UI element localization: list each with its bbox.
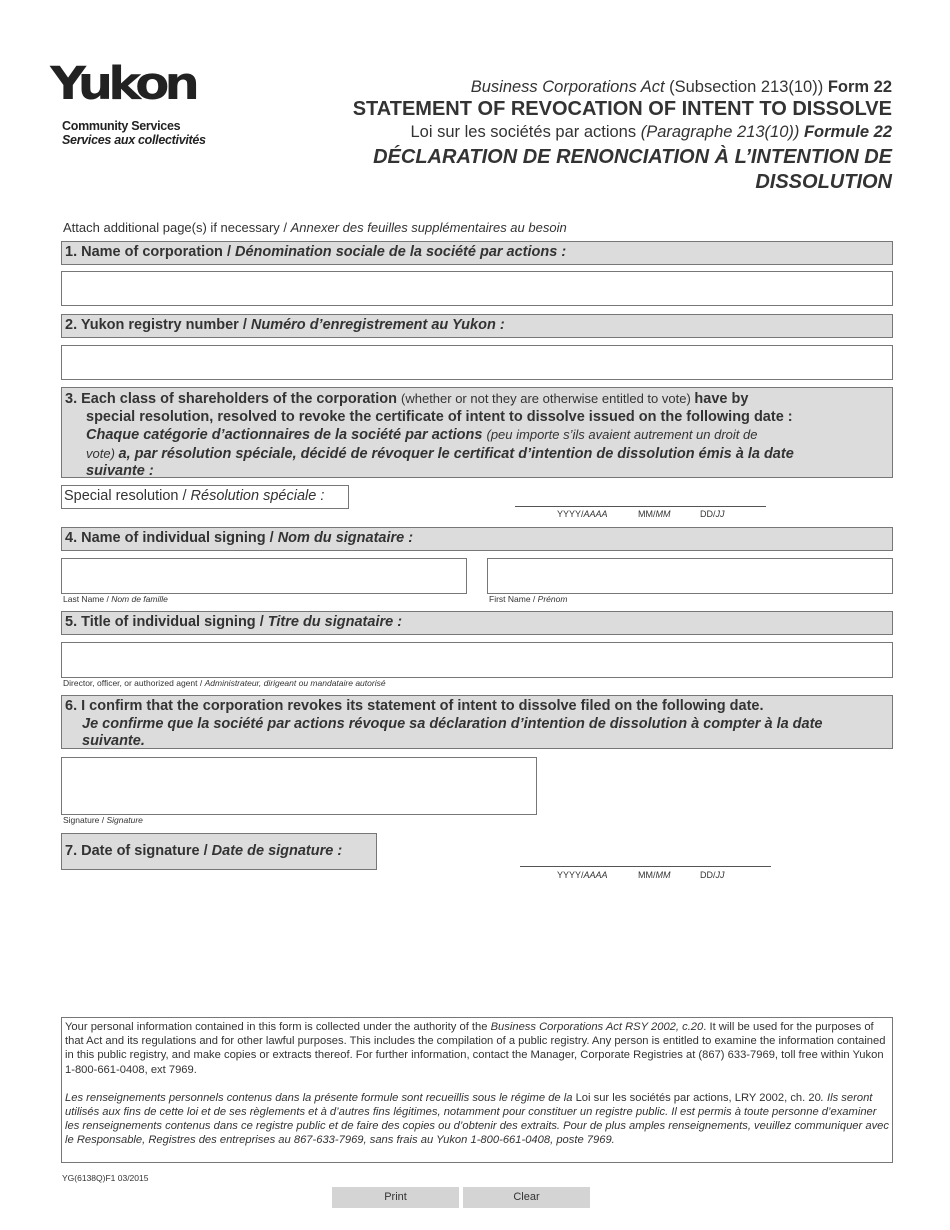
clear-button[interactable]: Clear	[463, 1187, 590, 1208]
section-7-header	[61, 833, 377, 870]
yyyy: YYYY/	[557, 509, 584, 519]
privacy-en2: . It will be used for the purposes of that Act and its regulations and for other lawful purposes. This includes the compilation of a public registry. Any person is entitled to examine the information contained in this public registry, and make copies or extracts thereof. For further information, contact the Manager, Corporate Registries at (867) 633-7969, toll free within Yukon 1-800-661-0408, ext 7969.	[65, 1021, 886, 1076]
section-1-header	[61, 241, 893, 265]
privacy-fr-act: Loi sur les sociétés par actions, LRY 2002, ch. 20	[575, 1091, 821, 1104]
signer-title-caption	[63, 678, 386, 688]
s3-l3a: Chaque catégorie d’actionnaires de la société par actions	[86, 427, 487, 443]
yukon-logo	[50, 56, 220, 151]
resolution-date-year-caption	[557, 509, 608, 519]
s3-line5: suivante :	[86, 463, 154, 479]
privacy-en-act: Business Corporations Act RSY 2002, c.20	[490, 1021, 704, 1033]
s2-label-fr: Numéro d’enregistrement au Yukon :	[250, 317, 505, 333]
act-name-fr: Loi sur les sociétés par actions	[410, 123, 641, 141]
yyyy-2: YYYY/	[557, 870, 584, 880]
section-2-header	[61, 314, 893, 338]
resolution-date-line[interactable]	[515, 506, 766, 507]
first-name-caption	[489, 594, 567, 604]
privacy-en1: Your personal information contained in this form is collected under the authority of the	[65, 1021, 491, 1033]
s4-label-fr: Nom du signataire :	[277, 530, 414, 546]
form-number-fr: Formule 22	[803, 123, 892, 141]
print-button[interactable]: Print	[332, 1187, 459, 1208]
page-title-french	[373, 145, 892, 195]
s3-l4b: a, par résolution spéciale, décidé de révoquer le certificat d’intention de dissolution émis à la date	[118, 445, 794, 462]
last-name-en: Last Name /	[63, 594, 112, 604]
signature-caption	[63, 815, 143, 825]
s6-line3: suivante.	[82, 733, 145, 749]
attach-en: Attach additional page(s) if necessary /	[63, 220, 291, 235]
special-resolution-label	[61, 485, 349, 509]
logo-line-french: Services aux collectivités	[62, 133, 206, 147]
attach-note	[63, 220, 567, 235]
title-fr-line2: DISSOLUTION	[755, 171, 892, 193]
subsection-fr: (Paragraphe 213(10))	[640, 123, 804, 141]
last-name-caption	[63, 594, 168, 604]
header-act-french	[411, 123, 893, 142]
registry-number-input[interactable]	[61, 345, 893, 380]
jj-2: JJ	[715, 870, 725, 880]
last-name-fr: Nom de famille	[111, 594, 168, 604]
aaaa: AAAA	[583, 509, 608, 519]
first-name-fr: Prénom	[537, 594, 568, 604]
privacy-notice	[61, 1017, 893, 1163]
mm-2: MM/	[638, 870, 656, 880]
s6-line1: 6. I confirm that the corporation revokes its statement of intent to dissolve filed on the following date.	[65, 698, 764, 714]
s3-l3b: (peu importe s’ils avaient autrement un droit de	[486, 427, 758, 442]
signature-date-line[interactable]	[520, 866, 771, 867]
s3-line4	[65, 445, 892, 464]
signature-en: Signature /	[63, 815, 107, 825]
signature-date-day-caption	[700, 870, 725, 880]
resolution-date-month-caption	[638, 509, 671, 519]
title-fr-line1: DÉCLARATION DE RENONCIATION À L’INTENTION DE	[373, 146, 892, 168]
signature-date-year-caption	[557, 870, 608, 880]
section-4-header	[61, 527, 893, 551]
section-5-header	[61, 611, 893, 635]
last-name-input[interactable]	[61, 558, 467, 594]
aaaa-2: AAAA	[583, 870, 608, 880]
s3-l1b: (whether or not they are otherwise entitled to vote)	[401, 391, 695, 406]
s1-label-en: 1. Name of corporation /	[65, 244, 235, 260]
page-title-english: STATEMENT OF REVOCATION OF INTENT TO DISSOLVE	[352, 98, 892, 120]
dd: DD/	[700, 509, 716, 519]
s3-l4a: vote)	[86, 445, 119, 461]
s7-label-fr: Date de signature :	[211, 843, 343, 859]
s3-line3	[65, 426, 892, 445]
section-3-header	[61, 387, 893, 478]
s1-label-fr: Dénomination sociale de la société par actions :	[235, 244, 567, 260]
mm-fr-2: MM	[655, 870, 671, 880]
s6-line2: Je confirme que la société par actions révoque sa déclaration d’intention de dissolution à compter à la date	[82, 715, 823, 732]
subsection-en: (Subsection 213(10))	[664, 78, 828, 96]
privacy-fr1: Les renseignements personnels contenus dans la présente formule sont recueillis sous le régime de la	[65, 1091, 576, 1104]
s3-l1c: have by	[694, 391, 749, 407]
signature-fr: Signature	[106, 815, 143, 825]
logo-wordmark: Yukon	[50, 57, 196, 110]
privacy-fr2: . Ils seront utilisés aux fins de cette loi et de ses règlements et à d’autres fins légitimes, notamment pour constituer un registre public. Il est permis à toute personne d’examiner les renseignements contenus dans ce registre public et de faire des copies ou d’obtenir des extraits. Pour de plus amples renseignements, veuillez communiquer avec le Responsable, Registres des entreprises au 867-633-7969, sans frais au Yukon 1-800-661-0408, poste 7969.	[65, 1091, 889, 1147]
signer-title-input[interactable]	[61, 642, 893, 678]
s3-line1	[65, 390, 892, 409]
special-resolution-fr: Résolution spéciale :	[190, 488, 325, 504]
header-act-english	[471, 78, 892, 97]
s7-label-en: 7. Date of signature /	[65, 843, 212, 859]
s3-l1a: 3. Each class of shareholders of the corporation	[65, 391, 402, 407]
dd-2: DD/	[700, 870, 716, 880]
form-number: YG(6138Q)F1 03/2015	[62, 1173, 149, 1183]
form-number-en: Form 22	[827, 78, 892, 96]
attach-fr: Annexer des feuilles supplémentaires au besoin	[290, 220, 567, 235]
corporation-name-input[interactable]	[61, 271, 893, 306]
s2-label-en: 2. Yukon registry number /	[65, 317, 251, 333]
privacy-english	[65, 1020, 889, 1077]
section-6-header	[61, 695, 893, 749]
s5-label-fr: Titre du signataire :	[267, 614, 403, 630]
signature-box[interactable]	[61, 757, 537, 815]
resolution-date-day-caption	[700, 509, 725, 519]
privacy-french	[65, 1091, 889, 1148]
s3-line2: special resolution, resolved to revoke the certificate of intent to dissolve issued on the following date :	[86, 408, 793, 425]
mm-fr: MM	[655, 509, 671, 519]
signature-date-month-caption	[638, 870, 671, 880]
s4-label-en: 4. Name of individual signing /	[65, 530, 278, 546]
first-name-input[interactable]	[487, 558, 893, 594]
first-name-en: First Name /	[489, 594, 538, 604]
act-name-en: Business Corporations Act	[470, 78, 665, 96]
mm: MM/	[638, 509, 656, 519]
special-resolution-en: Special resolution /	[64, 488, 191, 504]
jj: JJ	[715, 509, 725, 519]
s5-label-en: 5. Title of individual signing /	[65, 614, 268, 630]
logo-line-english: Community Services	[62, 119, 181, 133]
title-caption-en: Director, officer, or authorized agent /	[63, 678, 205, 688]
title-caption-fr: Administrateur, dirigeant ou mandataire autorisé	[204, 678, 386, 688]
